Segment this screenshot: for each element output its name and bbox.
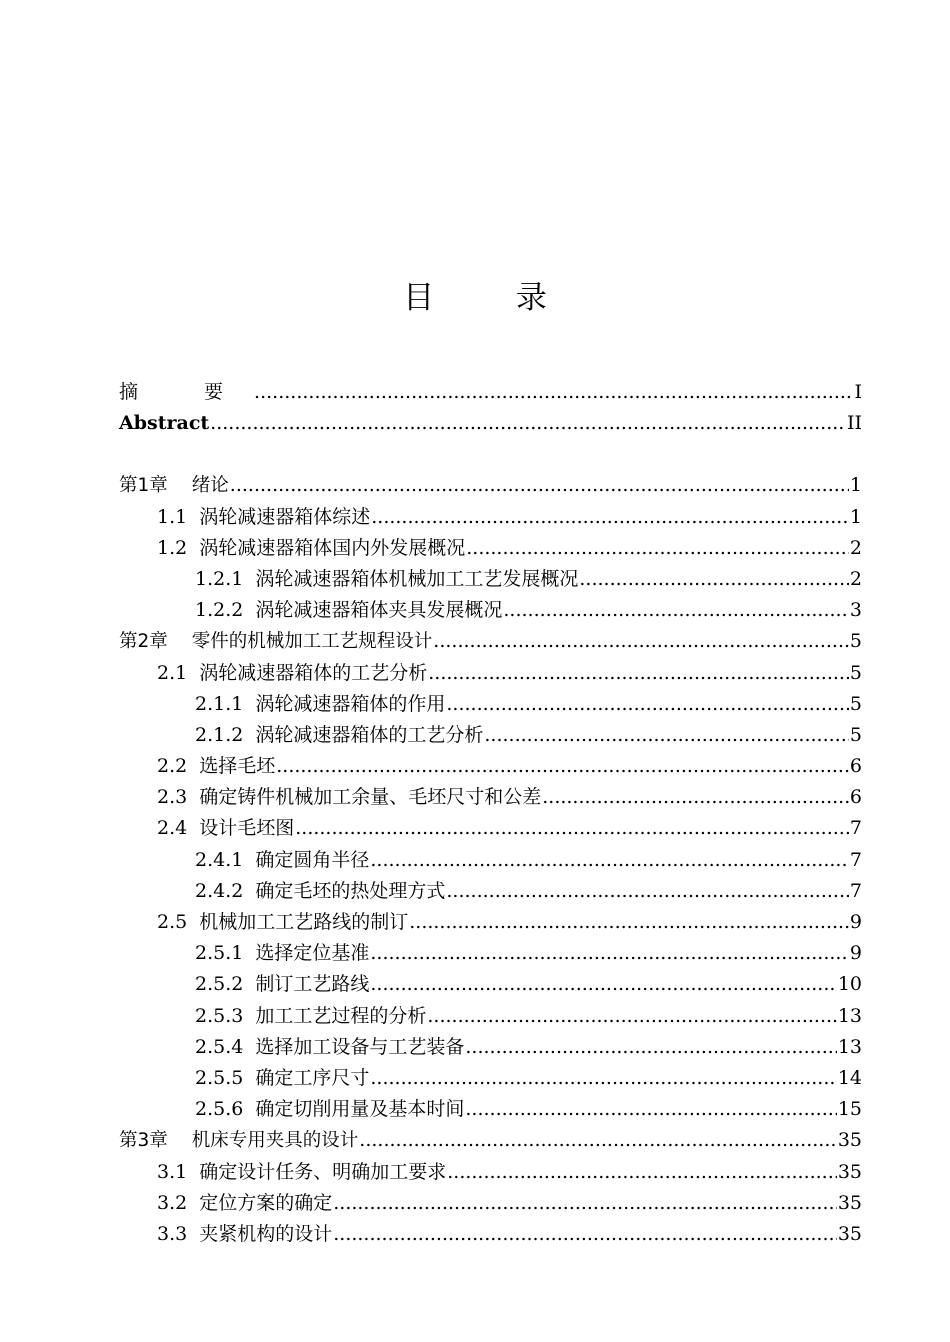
- toc-page-number: 2: [849, 536, 862, 559]
- toc-entry-2-2[interactable]: [119, 751, 862, 782]
- toc-page-number: 7: [849, 817, 862, 840]
- toc-entry-3-3[interactable]: [119, 1219, 862, 1250]
- toc-entry-1-1[interactable]: [119, 502, 862, 533]
- toc-entry-number: 2.4: [157, 817, 188, 840]
- toc-leader: [447, 1157, 837, 1188]
- toc-leader: [409, 907, 849, 938]
- toc-entry-label: [195, 876, 445, 907]
- toc-entry-2-4[interactable]: [119, 813, 862, 844]
- toc-entry-label: [157, 533, 465, 564]
- toc-entry-title: 涡轮减速器箱体的工艺分析: [199, 661, 428, 684]
- toc-page-number: 5: [849, 661, 862, 684]
- toc-entry-number: 2.5.3: [195, 1004, 244, 1027]
- toc-entry-title: 确定圆角半径: [255, 848, 370, 871]
- toc-entry-number: 2.3: [157, 786, 188, 809]
- toc-leader: [465, 1094, 836, 1125]
- toc-entry-number: 2.5.1: [195, 942, 244, 965]
- toc-entry-title: 机床专用夹具的设计: [191, 1130, 359, 1152]
- toc-entry-number: 2.4.1: [195, 848, 244, 871]
- toc-entry-label: [157, 1188, 332, 1219]
- toc-entry-number: 第2章: [119, 631, 168, 653]
- toc-leader: [295, 813, 849, 844]
- toc-entry-number: 第1章: [119, 475, 168, 497]
- toc-page-number: II: [846, 412, 862, 435]
- toc-entry-label: [195, 595, 502, 626]
- toc-entry-label: [119, 626, 432, 657]
- toc-leader: [333, 1188, 837, 1219]
- toc-leader: [446, 689, 849, 720]
- toc-entry-chapter-1[interactable]: [119, 470, 862, 501]
- toc-entry-label: [119, 1125, 358, 1156]
- toc-leader: [465, 1032, 836, 1063]
- toc-entry-number: 1.1: [157, 505, 188, 528]
- toc-entry-label: [195, 564, 578, 595]
- toc-entry-title: 加工工艺过程的分析: [255, 1004, 427, 1027]
- toc-leader: [370, 969, 836, 1000]
- toc-leader: [484, 720, 849, 751]
- toc-leader: [433, 626, 849, 657]
- toc-entry-title: 设计毛坯图: [199, 817, 295, 840]
- toc-leader: [370, 1063, 836, 1094]
- toc-entry-1-2-1[interactable]: [119, 564, 862, 595]
- toc-entry-number: 2.5.6: [195, 1098, 244, 1121]
- toc-leader: [333, 1219, 837, 1250]
- toc-entry-3-2[interactable]: [119, 1188, 862, 1219]
- toc-page-number: 2: [849, 567, 862, 590]
- toc-entry-title: 涡轮减速器箱体夹具发展概况: [255, 599, 503, 622]
- toc-page-number: 9: [849, 942, 862, 965]
- toc-entry-2-5-4[interactable]: [119, 1032, 862, 1063]
- toc-entry-title: 定位方案的确定: [199, 1191, 333, 1214]
- toc-page-number: 1: [849, 474, 862, 497]
- toc-entry-label: [119, 470, 229, 501]
- toc-entry-abstract-cn[interactable]: [119, 377, 862, 408]
- toc-entry-number: 2.5: [157, 911, 188, 933]
- toc-entry-chapter-3[interactable]: [119, 1125, 862, 1156]
- toc-page-number: 35: [837, 1129, 862, 1152]
- toc-entry-1-2[interactable]: [119, 533, 862, 564]
- toc-entry-title: 涡轮减速器箱体综述: [199, 505, 371, 528]
- toc-page-number: 6: [849, 786, 862, 809]
- toc-entry-2-1-1[interactable]: [119, 689, 862, 720]
- toc-entry-2-3[interactable]: [119, 782, 862, 813]
- toc-page-number: 13: [837, 1004, 862, 1027]
- toc-page-number: 5: [849, 630, 862, 653]
- toc-entry-label: [195, 1032, 464, 1063]
- toc-entry-label: [195, 1001, 426, 1032]
- toc-entry-title: 确定工序尺寸: [255, 1066, 370, 1089]
- toc-page-number: 35: [837, 1191, 862, 1214]
- toc-entry-number: 3.2: [157, 1191, 188, 1214]
- toc-entry-title: 确定切削用量及基本时间: [255, 1098, 465, 1121]
- toc-page-number: 10: [837, 973, 862, 996]
- toc-entry-2-5-6[interactable]: [119, 1094, 862, 1125]
- toc-entry-2-5[interactable]: [119, 907, 862, 938]
- toc-entry-label: [157, 751, 275, 782]
- table-of-contents: [119, 377, 862, 1250]
- toc-page-number: 9: [849, 911, 862, 933]
- toc-entry-label: [195, 1094, 464, 1125]
- toc-entry-label: Abstract: [119, 412, 210, 435]
- toc-entry-number: 第3章: [119, 1130, 168, 1152]
- toc-entry-label: [195, 845, 369, 876]
- toc-entry-number: 2.1.2: [195, 723, 244, 746]
- toc-entry-2-5-5[interactable]: [119, 1063, 862, 1094]
- toc-page-number: I: [854, 381, 862, 403]
- toc-entry-label: [195, 969, 369, 1000]
- toc-entry-label: [157, 1219, 332, 1250]
- toc-entry-label: [195, 689, 445, 720]
- toc-leader: [254, 377, 853, 408]
- toc-entry-label: [157, 1157, 446, 1188]
- toc-entry-label: [157, 502, 370, 533]
- toc-entry-title: 选择毛坯: [199, 755, 276, 778]
- toc-page-number: 14: [837, 1066, 862, 1089]
- toc-page-number: 3: [849, 599, 862, 622]
- toc-entry-number: 1.2.1: [195, 567, 244, 590]
- toc-entry-label: [195, 1063, 369, 1094]
- toc-entry-1-2-2[interactable]: [119, 595, 862, 626]
- toc-entry-2-4-1[interactable]: [119, 845, 862, 876]
- toc-leader: [428, 658, 849, 689]
- toc-entry-title: 选择加工设备与工艺装备: [255, 1035, 465, 1058]
- toc-entry-title: 绪论: [191, 475, 229, 497]
- toc-entry-number: 2.1.1: [195, 692, 244, 715]
- toc-entry-label: [195, 720, 483, 751]
- toc-entry-number: 3.1: [157, 1160, 188, 1183]
- toc-entry-title: 涡轮减速器箱体的作用: [255, 692, 446, 715]
- toc-entry-label: [157, 658, 427, 689]
- toc-entry-number: 3.3: [157, 1222, 188, 1245]
- toc-leader: [230, 470, 849, 501]
- toc-entry-2-4-2[interactable]: [119, 876, 862, 907]
- toc-leader: [370, 845, 849, 876]
- toc-entry-2-5-1[interactable]: [119, 938, 862, 969]
- toc-page-number: 35: [837, 1160, 862, 1183]
- toc-page-number: 5: [849, 692, 862, 715]
- toc-leader: [503, 595, 849, 626]
- toc-entry-number: 2.2: [157, 755, 188, 778]
- toc-page-number: 6: [849, 755, 862, 778]
- toc-entry-2-1-2[interactable]: [119, 720, 862, 751]
- toc-entry-number: 2.1: [157, 661, 188, 684]
- toc-entry-label: [157, 907, 408, 938]
- toc-leader: [427, 1001, 836, 1032]
- toc-leader: [579, 564, 849, 595]
- toc-entry-number: 1.2: [157, 536, 188, 559]
- toc-entry-title: 涡轮减速器箱体国内外发展概况: [199, 536, 466, 559]
- toc-page-number: 7: [849, 879, 862, 902]
- toc-entry-2-5-2[interactable]: [119, 969, 862, 1000]
- toc-page-number: 35: [837, 1222, 862, 1245]
- toc-entry-abstract-en[interactable]: [119, 408, 862, 439]
- toc-entry-title: 零件的机械加工工艺规程设计: [191, 631, 433, 653]
- toc-entry-number: 1.2.2: [195, 599, 244, 622]
- toc-leader: [371, 502, 849, 533]
- toc-entry-title: 确定铸件机械加工余量、毛坯尺寸和公差: [199, 786, 542, 809]
- toc-page-number: 13: [837, 1035, 862, 1058]
- toc-leader: [276, 751, 849, 782]
- toc-leader: [466, 533, 849, 564]
- toc-page-number: 5: [849, 723, 862, 746]
- toc-leader: [370, 938, 849, 969]
- toc-leader: [359, 1125, 837, 1156]
- toc-entry-title: 涡轮减速器箱体的工艺分析: [255, 723, 484, 746]
- toc-entry-3-1[interactable]: [119, 1157, 862, 1188]
- toc-entry-number: 2.5.4: [195, 1035, 244, 1058]
- toc-entry-title: 涡轮减速器箱体机械加工工艺发展概况: [255, 567, 579, 590]
- toc-entry-title: 确定毛坯的热处理方式: [255, 879, 446, 902]
- toc-leader: [446, 876, 849, 907]
- toc-entry-title: 制订工艺路线: [255, 973, 370, 996]
- toc-entry-label: [195, 938, 369, 969]
- toc-entry-title: 夹紧机构的设计: [199, 1222, 333, 1245]
- toc-entry-chapter-2[interactable]: [119, 626, 862, 657]
- toc-leader: [210, 408, 846, 439]
- toc-entry-2-5-3[interactable]: [119, 1001, 862, 1032]
- toc-entry-title: 机械加工工艺路线的制订: [199, 911, 409, 933]
- toc-entry-title: 确定设计任务、明确加工要求: [199, 1160, 447, 1183]
- toc-entry-number: 2.4.2: [195, 879, 244, 902]
- toc-entry-number: 2.5.2: [195, 973, 244, 996]
- toc-leader: [542, 782, 849, 813]
- toc-entry-title: 选择定位基准: [255, 942, 370, 965]
- toc-page-number: 1: [849, 505, 862, 528]
- toc-entry-2-1[interactable]: [119, 658, 862, 689]
- toc-page-number: 7: [849, 848, 862, 871]
- toc-entry-number: 2.5.5: [195, 1066, 244, 1089]
- toc-entry-label: [157, 813, 294, 844]
- toc-page-number: 15: [837, 1098, 862, 1121]
- page-title: 目 录: [403, 280, 583, 316]
- toc-entry-label: [157, 782, 541, 813]
- toc-entry-label: 摘 要: [119, 381, 254, 403]
